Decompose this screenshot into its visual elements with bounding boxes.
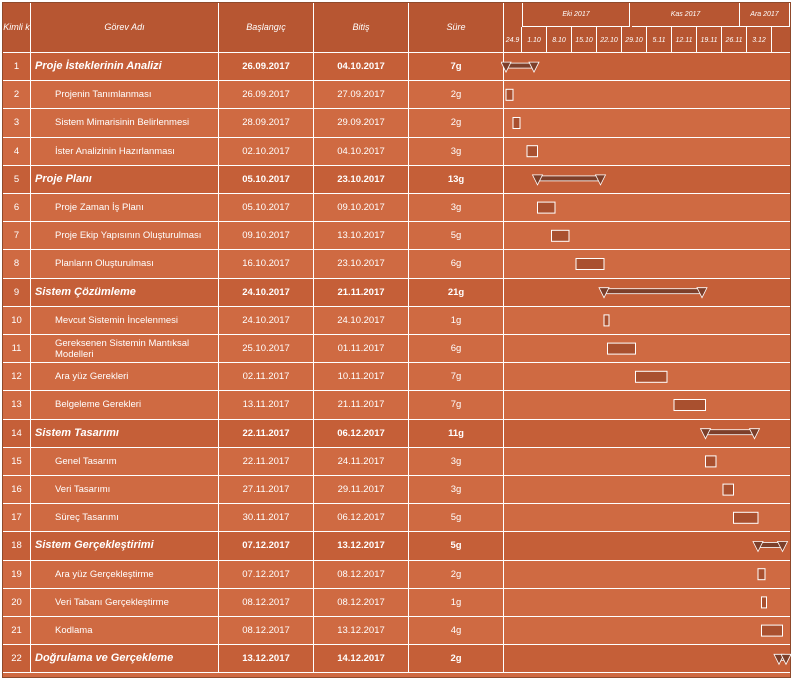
task-id: 16	[3, 476, 31, 503]
task-id: 2	[3, 81, 31, 108]
timescale-week: 1.10	[522, 27, 547, 53]
timescale-week: 5.11	[647, 27, 672, 53]
task-bar[interactable]	[513, 118, 520, 129]
task-name: Projenin Tanımlanması	[31, 81, 219, 108]
task-name: Proje İsteklerinin Analizi	[31, 53, 219, 80]
task-id: 15	[3, 448, 31, 475]
task-name: Mevcut Sistemin İncelenmesi	[31, 307, 219, 334]
task-id: 13	[3, 391, 31, 418]
task-duration: 5g	[409, 222, 504, 249]
task-duration: 7g	[409, 391, 504, 418]
task-duration: 4g	[409, 617, 504, 644]
task-start: 28.09.2017	[219, 109, 314, 136]
task-duration: 13g	[409, 166, 504, 193]
task-end: 13.10.2017	[314, 222, 409, 249]
task-bar[interactable]	[762, 597, 767, 608]
task-name: Veri Tasarımı	[31, 476, 219, 503]
task-duration: 2g	[409, 81, 504, 108]
task-start: 13.11.2017	[219, 391, 314, 418]
task-duration: 3g	[409, 138, 504, 165]
task-start: 22.11.2017	[219, 448, 314, 475]
task-start: 24.10.2017	[219, 307, 314, 334]
task-start: 24.10.2017	[219, 279, 314, 306]
task-end: 06.12.2017	[314, 504, 409, 531]
task-start: 07.12.2017	[219, 561, 314, 588]
task-name: Sistem Mimarisinin Belirlenmesi	[31, 109, 219, 136]
task-id: 8	[3, 250, 31, 277]
task-bar[interactable]	[723, 484, 734, 495]
task-id: 4	[3, 138, 31, 165]
task-id: 9	[3, 279, 31, 306]
header-id: Kimli k	[3, 3, 31, 53]
timescale-week: 8.10	[547, 27, 572, 53]
task-bar[interactable]	[762, 625, 783, 636]
summary-bar[interactable]	[604, 289, 702, 294]
task-duration: 3g	[409, 476, 504, 503]
header-end: Bitiş	[314, 3, 409, 53]
task-end: 29.09.2017	[314, 109, 409, 136]
task-id: 5	[3, 166, 31, 193]
task-duration: 7g	[409, 53, 504, 80]
task-end: 08.12.2017	[314, 589, 409, 616]
task-start: 22.11.2017	[219, 420, 314, 447]
task-name: Ara yüz Gerekleri	[31, 363, 219, 390]
task-end: 04.10.2017	[314, 53, 409, 80]
task-name: Ara yüz Gerçekleştirme	[31, 561, 219, 588]
task-name: Belgeleme Gerekleri	[31, 391, 219, 418]
task-start: 16.10.2017	[219, 250, 314, 277]
task-id: 6	[3, 194, 31, 221]
timescale-week: 26.11	[722, 27, 747, 53]
task-name: Doğrulama ve Gerçekleme	[31, 645, 219, 672]
task-start: 02.10.2017	[219, 138, 314, 165]
task-id: 3	[3, 109, 31, 136]
task-start: 26.09.2017	[219, 53, 314, 80]
task-end: 29.11.2017	[314, 476, 409, 503]
task-duration: 6g	[409, 250, 504, 277]
task-start: 25.10.2017	[219, 335, 314, 362]
task-bar[interactable]	[758, 569, 765, 580]
task-end: 21.11.2017	[314, 391, 409, 418]
task-name: Sistem Çözümleme	[31, 279, 219, 306]
task-bar[interactable]	[706, 456, 717, 467]
task-bar[interactable]	[636, 371, 668, 382]
task-id: 17	[3, 504, 31, 531]
task-name: Süreç Tasarımı	[31, 504, 219, 531]
task-end: 13.12.2017	[314, 617, 409, 644]
task-name: Veri Tabanı Gerçekleştirme	[31, 589, 219, 616]
task-name: Kodlama	[31, 617, 219, 644]
task-name: Planların Oluşturulması	[31, 250, 219, 277]
timescale-week: 29.10	[622, 27, 647, 53]
task-bar[interactable]	[674, 400, 706, 411]
timescale-month: Eki 2017	[522, 3, 630, 27]
task-end: 23.10.2017	[314, 250, 409, 277]
task-duration: 2g	[409, 109, 504, 136]
task-duration: 5g	[409, 504, 504, 531]
timescale-month: Ara 2017	[740, 3, 790, 27]
task-start: 30.11.2017	[219, 504, 314, 531]
task-start: 08.12.2017	[219, 589, 314, 616]
timescale-week: 24.9	[504, 27, 522, 53]
task-end: 13.12.2017	[314, 532, 409, 559]
task-duration: 3g	[409, 194, 504, 221]
task-end: 24.10.2017	[314, 307, 409, 334]
task-id: 11	[3, 335, 31, 362]
task-end: 23.10.2017	[314, 166, 409, 193]
task-duration: 21g	[409, 279, 504, 306]
task-name: Genel Tasarım	[31, 448, 219, 475]
timescale-week: 15.10	[572, 27, 597, 53]
timescale-week: 19.11	[697, 27, 722, 53]
task-start: 13.12.2017	[219, 645, 314, 672]
task-start: 27.11.2017	[219, 476, 314, 503]
task-bar[interactable]	[576, 259, 604, 270]
task-end: 04.10.2017	[314, 138, 409, 165]
task-id: 12	[3, 363, 31, 390]
task-name: Gereksenen Sistemin Mantıksal Modelleri	[31, 335, 219, 362]
task-name: Sistem Tasarımı	[31, 420, 219, 447]
task-name: İster Analizinin Hazırlanması	[31, 138, 219, 165]
task-id: 19	[3, 561, 31, 588]
summary-bar[interactable]	[706, 430, 755, 435]
timescale-week: 3.12	[747, 27, 772, 53]
task-name: Proje Planı	[31, 166, 219, 193]
task-bar[interactable]	[538, 202, 556, 213]
task-duration: 1g	[409, 589, 504, 616]
task-name: Proje Zaman İş Planı	[31, 194, 219, 221]
summary-bar[interactable]	[538, 176, 601, 181]
gantt-chart	[501, 53, 791, 679]
header-duration: Süre	[409, 3, 504, 53]
task-id: 22	[3, 645, 31, 672]
task-start: 26.09.2017	[219, 81, 314, 108]
task-duration: 2g	[409, 645, 504, 672]
task-end: 14.12.2017	[314, 645, 409, 672]
task-end: 06.12.2017	[314, 420, 409, 447]
task-id: 20	[3, 589, 31, 616]
task-end: 27.09.2017	[314, 81, 409, 108]
task-duration: 11g	[409, 420, 504, 447]
task-name: Sistem Gerçekleştirimi	[31, 532, 219, 559]
task-start: 07.12.2017	[219, 532, 314, 559]
task-duration: 5g	[409, 532, 504, 559]
task-name: Proje Ekip Yapısının Oluşturulması	[31, 222, 219, 249]
header-start: Başlangıç	[219, 3, 314, 53]
task-duration: 7g	[409, 363, 504, 390]
task-id: 21	[3, 617, 31, 644]
task-end: 21.11.2017	[314, 279, 409, 306]
task-end: 24.11.2017	[314, 448, 409, 475]
task-end: 09.10.2017	[314, 194, 409, 221]
timescale-week: 12.11	[672, 27, 697, 53]
task-end: 10.11.2017	[314, 363, 409, 390]
task-bar[interactable]	[552, 230, 570, 241]
header-name: Görev Adı	[31, 3, 219, 53]
task-bar[interactable]	[608, 343, 636, 354]
task-duration: 1g	[409, 307, 504, 334]
timescale-month: Kas 2017	[632, 3, 740, 27]
task-start: 02.11.2017	[219, 363, 314, 390]
task-id: 10	[3, 307, 31, 334]
task-duration: 2g	[409, 561, 504, 588]
task-start: 09.10.2017	[219, 222, 314, 249]
task-bar[interactable]	[506, 89, 513, 100]
task-start: 05.10.2017	[219, 194, 314, 221]
task-end: 08.12.2017	[314, 561, 409, 588]
timescale-week: 22.10	[597, 27, 622, 53]
task-bar[interactable]	[734, 512, 759, 523]
task-duration: 3g	[409, 448, 504, 475]
task-id: 14	[3, 420, 31, 447]
task-duration: 6g	[409, 335, 504, 362]
task-id: 1	[3, 53, 31, 80]
task-end: 01.11.2017	[314, 335, 409, 362]
task-start: 08.12.2017	[219, 617, 314, 644]
task-start: 05.10.2017	[219, 166, 314, 193]
task-id: 7	[3, 222, 31, 249]
task-id: 18	[3, 532, 31, 559]
task-bar[interactable]	[527, 146, 538, 157]
task-bar[interactable]	[604, 315, 609, 326]
